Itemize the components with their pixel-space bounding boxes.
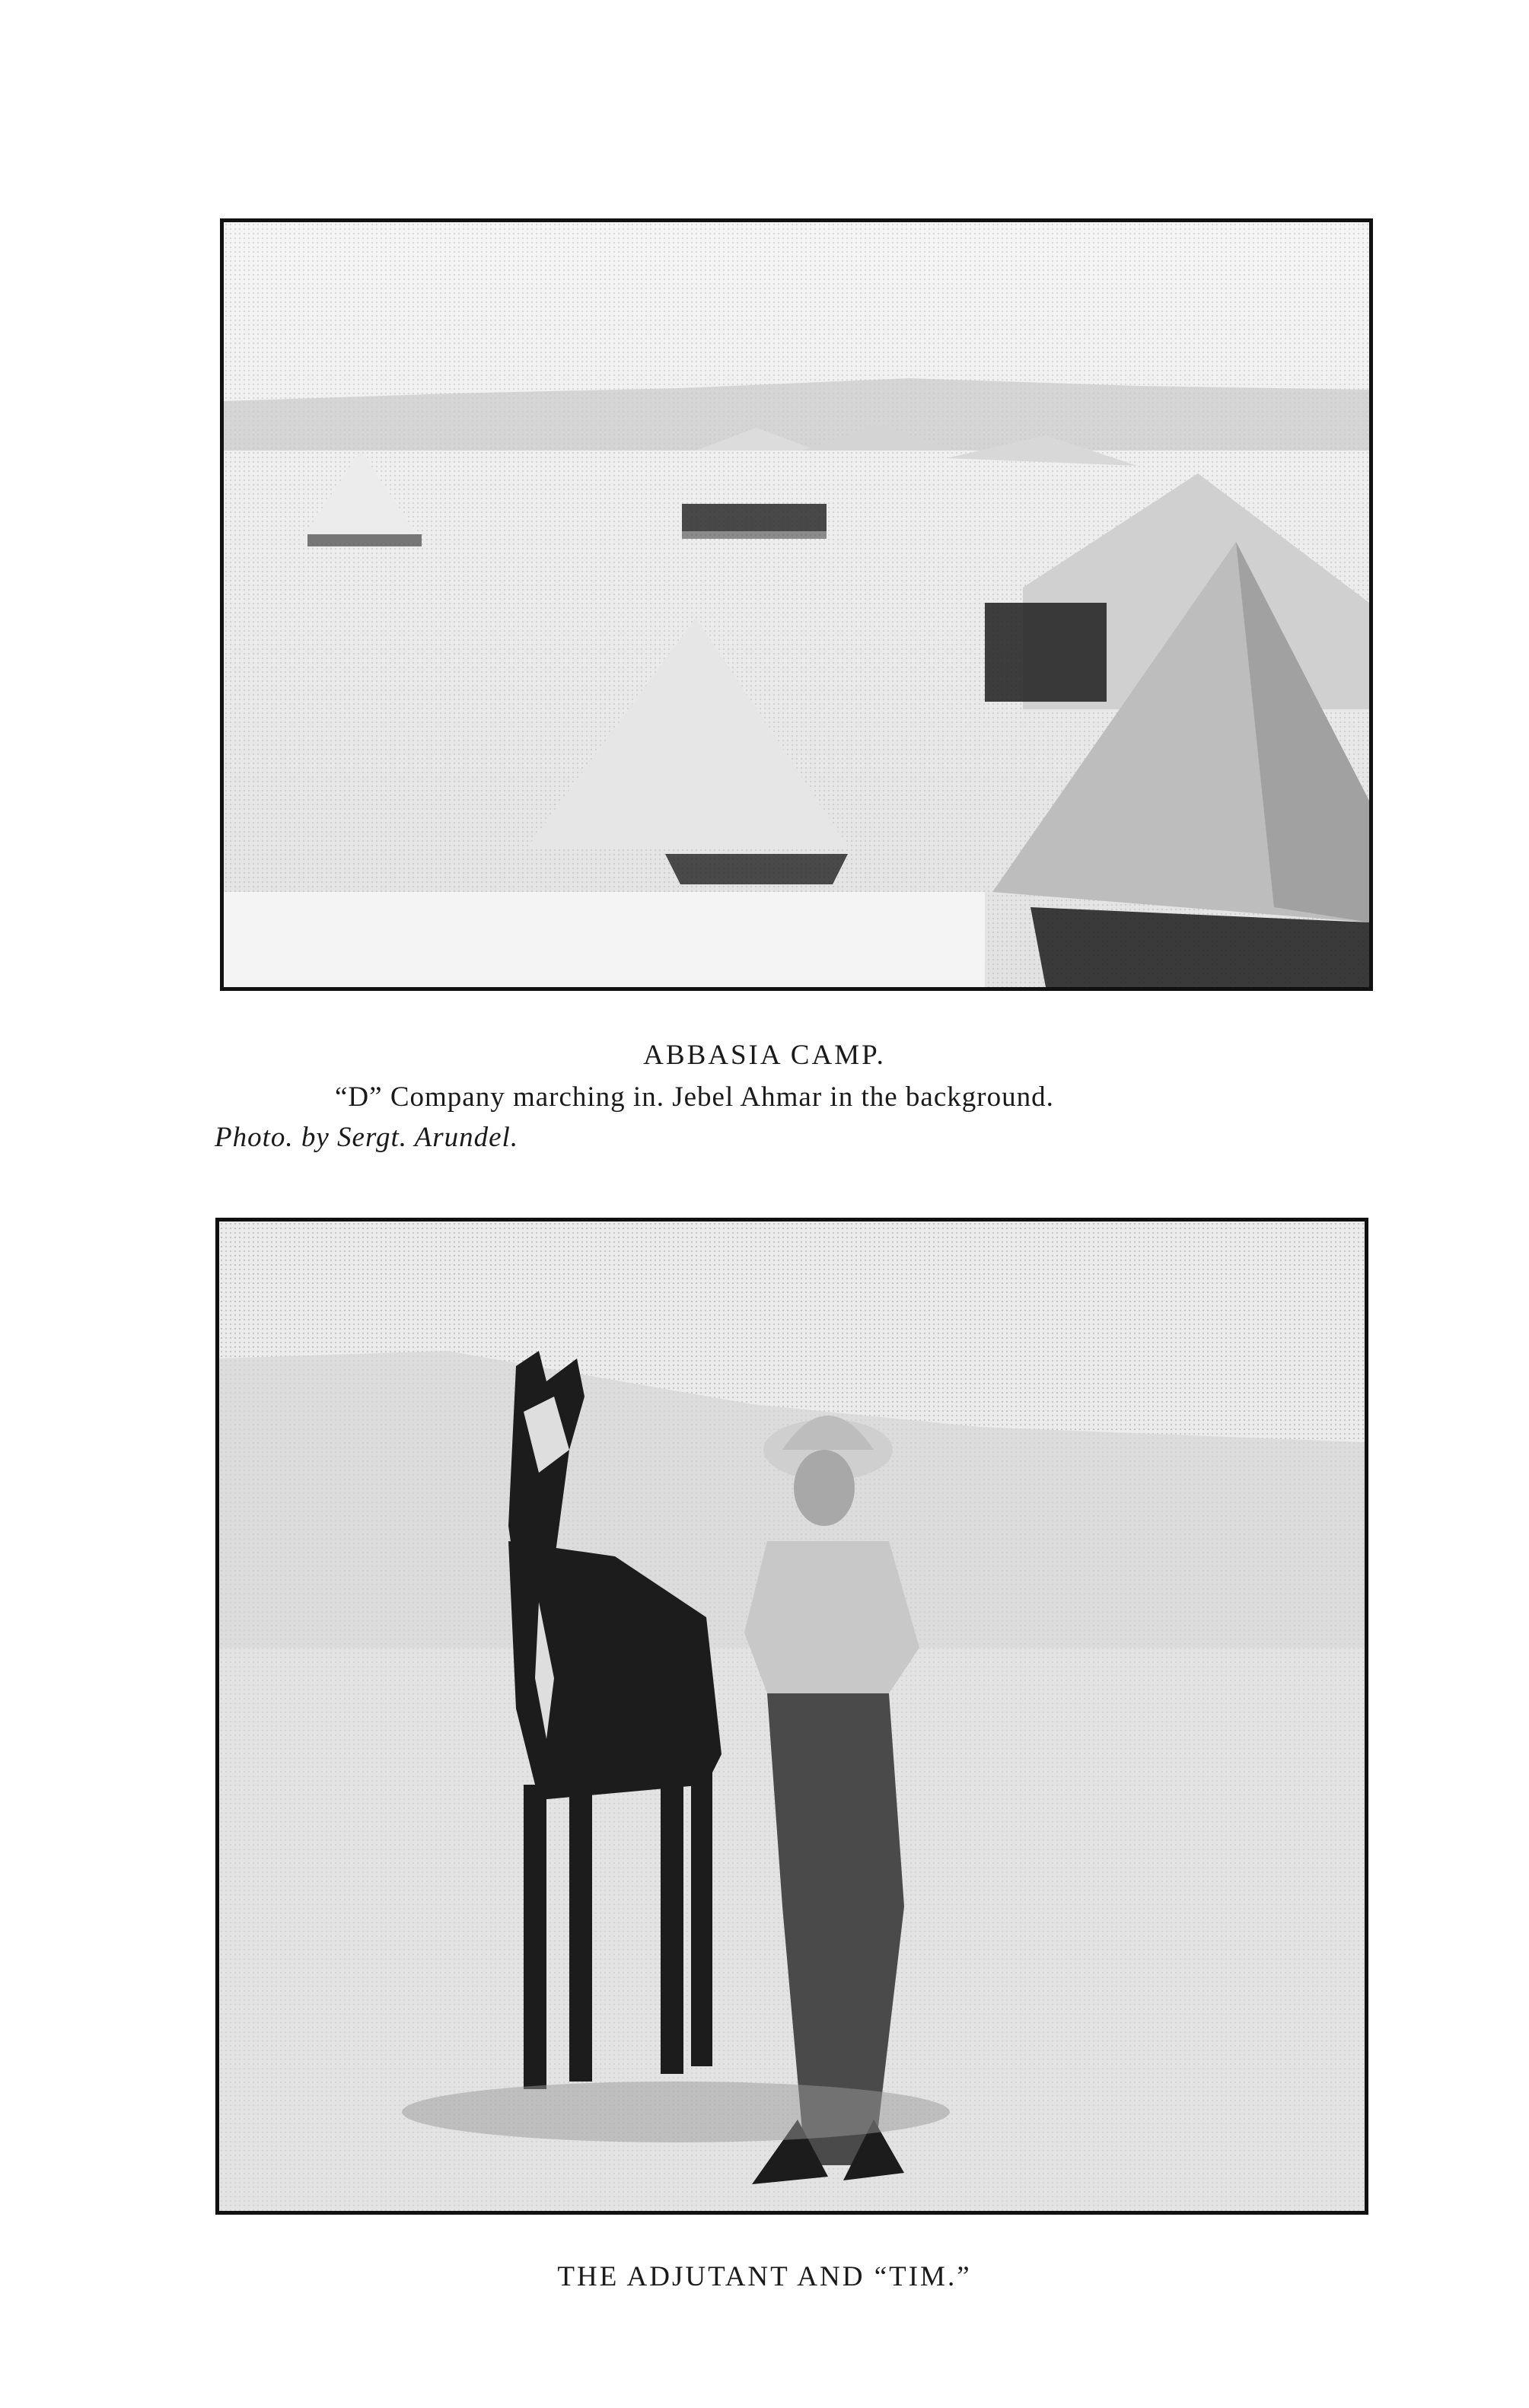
figure-1-credit: Photo. by Sergt. Arundel. xyxy=(215,1122,519,1153)
figure-1-title: ABBASIA CAMP. xyxy=(643,1040,886,1071)
abbasia-camp-photo xyxy=(220,218,1373,991)
adjutant-and-horse-photo xyxy=(215,1218,1368,2215)
adjutant-horse-illustration xyxy=(219,1222,1365,2211)
camp-tents-illustration xyxy=(224,222,1369,987)
figure-1-description: “D” Company marching in. Jebel Ahmar in the background. xyxy=(335,1081,1054,1113)
figure-2-title: THE ADJUTANT AND “TIM.” xyxy=(557,2261,972,2292)
